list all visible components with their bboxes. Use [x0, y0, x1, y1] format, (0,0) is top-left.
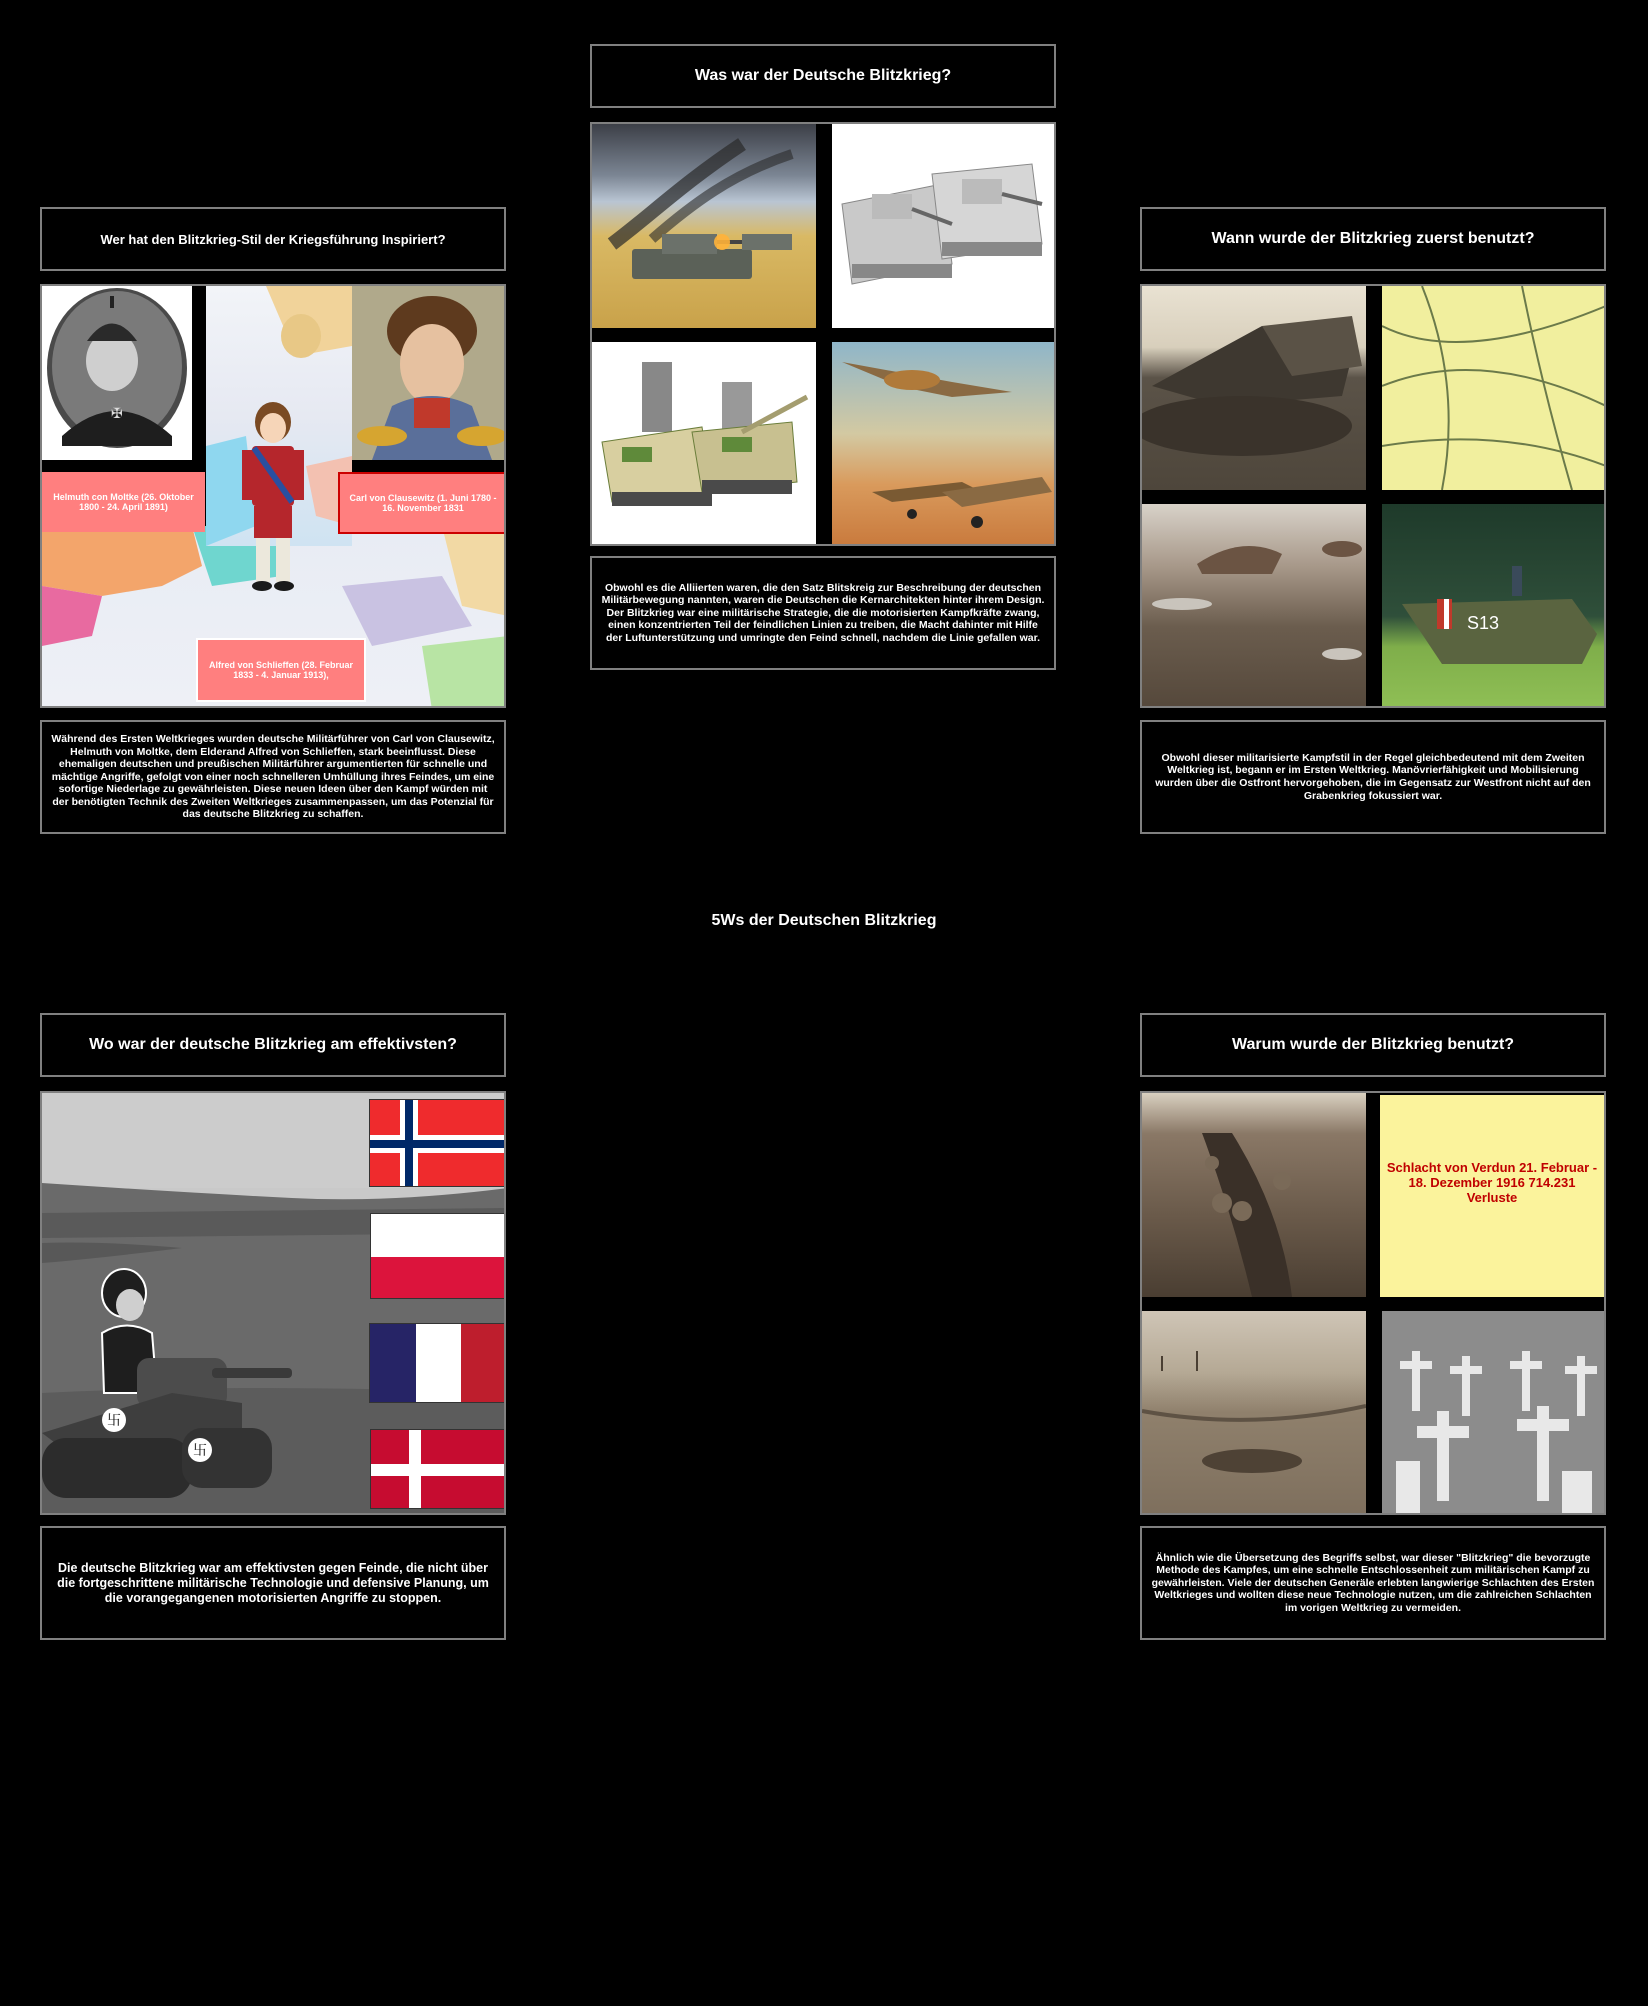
cell-wer-image-panel	[40, 284, 506, 708]
lego-camo-tanks	[592, 342, 816, 546]
ww1-tank-photo	[1142, 286, 1366, 490]
cemetery-crosses-photo	[1382, 1311, 1606, 1515]
cell-wer-title	[40, 207, 506, 271]
cell-wo-description	[40, 1526, 506, 1640]
battlefield-photo	[1142, 1311, 1366, 1515]
cell-warum-title	[1140, 1013, 1606, 1077]
cell-was-title	[590, 44, 1056, 108]
flag-poland	[370, 1213, 506, 1299]
flag-denmark	[370, 1429, 506, 1509]
trench-soldiers-photo	[1142, 1093, 1366, 1297]
cell-wann-description	[1140, 720, 1606, 834]
verdun-note	[1380, 1095, 1604, 1297]
warum-description-text: Ähnlich wie die Übersetzung des Begriffs selbst, war dieser "Blitzkrieg" die bevorzugte Methode des Kampfes, um eine schnelle Entschlossenheit zum militärischen Kampf zu gewährleisten. Viele der deutschen Generäle erlebten langwierige Schlachten des Ersten Weltkrieges und wollten diese neue Technologie nutzen, um die zahlreichen Schlachten im vorigen Weltkrieg zu vermeiden.	[1151, 1551, 1595, 1614]
flag-france	[369, 1323, 506, 1403]
cell-was-image-panel	[590, 122, 1056, 546]
tank-marking: S13	[1467, 613, 1500, 633]
tanks-battle-painting	[592, 124, 816, 328]
schlieffen-label-text: Alfred von Schlieffen (28. Februar 1833 - 4. Januar 1913),	[208, 659, 354, 680]
warum-title-text: Warum wurde der Blitzkrieg benutzt?	[1231, 1036, 1515, 1053]
was-description-text: Obwohl es die Alliierten waren, die den Satz Blitskreig zur Beschreibung der deutschen Militärbewegung nannten, waren die Deutschen die Kernarchitekten hinter ihrem Design. Der Blitzkrieg war eine militärische Strategie, die die motorisierten Kampfkräfte zwang, einen konzentrierten Teil der feindlichen Linien zu treiben, die Macht dahinter mit Hilfe der Luftunterstützung und umringte den Feind schnell, nachdem die Linie gefallen war.	[601, 581, 1045, 644]
moltke-label-text: Helmuth con Moltke (26. Oktober 1800 - 24. April 1891)	[53, 491, 194, 512]
cell-wer-description	[40, 720, 506, 834]
cell-warum-description	[1140, 1526, 1606, 1640]
lego-tiger-tanks	[832, 124, 1056, 328]
mark-iv-tank-s13	[1382, 504, 1606, 708]
wann-description-text: Obwohl dieser militarisierte Kampfstil in der Regel gleichbedeutend mit dem Zweiten Weltkrieg ist, begann er im Ersten Weltkrieg. Manövrierfähigkeit und Mobilisierung wurden über die Ostfront hervorgehoben, die im Gegensatz zur Westfront nicht auf den Grabenkrieg fokussiert war.	[1155, 751, 1591, 802]
wann-title-text: Wann wurde der Blitzkrieg zuerst benutzt?	[1211, 230, 1535, 247]
svg-text:✠: ✠	[111, 405, 123, 421]
clausewitz-label-text: Carl von Clausewitz (1. Juni 1780 - 16. November 1831	[349, 492, 497, 513]
moltke-label	[42, 472, 205, 532]
flag-norway	[369, 1099, 506, 1187]
wo-description-text: Die deutsche Blitzkrieg war am effektivsten gegen Feinde, die nicht über die fortgeschrittene militärische Technologie und defensive Planung, um die vorangegangenen motorisierten Angriffe zu stoppen.	[57, 1560, 489, 1605]
prussian-officer-figure	[238, 402, 308, 598]
moltke-portrait	[42, 286, 192, 460]
was-title-text: Was war der Deutsche Blitzkrieg?	[694, 67, 952, 84]
cell-wann-image-panel	[1140, 284, 1606, 708]
cell-wo-image-panel	[40, 1091, 506, 1515]
svg-text:卐: 卐	[107, 1412, 121, 1428]
old-map	[1382, 286, 1606, 490]
wo-title-text: Wo war der deutsche Blitzkrieg am effektivsten?	[89, 1036, 457, 1053]
cell-warum-image-panel	[1140, 1091, 1606, 1515]
wer-title-text: Wer hat den Blitzkrieg-Stil der Kriegsführung Inspiriert?	[100, 231, 446, 247]
cell-wo-title	[40, 1013, 506, 1077]
cell-wann-title	[1140, 207, 1606, 271]
wer-description-text: Während des Ersten Weltkrieges wurden deutsche Militärführer von Carl von Clausewitz, Helmuth von Moltke, dem Elderand Alfred von Schlieffen, stark beeinflusst. Diese ehemaligen deutschen und preußischen Militärführer argumentierten für schnelle und mächtige Angriffe, gefolgt von einer noch schnelleren Umhüllung ihres Feindes, um eine sofortige Niederlage zu gewährleisten. Diese neuen Ideen über den Kampf würden mit der benötigten Technik des Zweiten Weltkrieges zusammenpassen, um das Potenzial für das deutsche Blitzkrieg zu schaffen.	[51, 732, 495, 821]
svg-text:卐: 卐	[193, 1442, 207, 1458]
schlieffen-label	[196, 638, 366, 702]
verdun-note-text: Schlacht von Verdun 21. Februar - 18. Dezember 1916 714.231 Verluste	[1386, 1160, 1598, 1205]
messerschmitt-planes-painting	[832, 342, 1056, 546]
tank-in-mud-photo	[1142, 504, 1366, 708]
clausewitz-label	[338, 472, 506, 534]
clausewitz-portrait	[352, 286, 506, 460]
page-title: 5Ws der Deutschen Blitzkrieg	[711, 912, 937, 929]
cell-was-description	[590, 556, 1056, 670]
